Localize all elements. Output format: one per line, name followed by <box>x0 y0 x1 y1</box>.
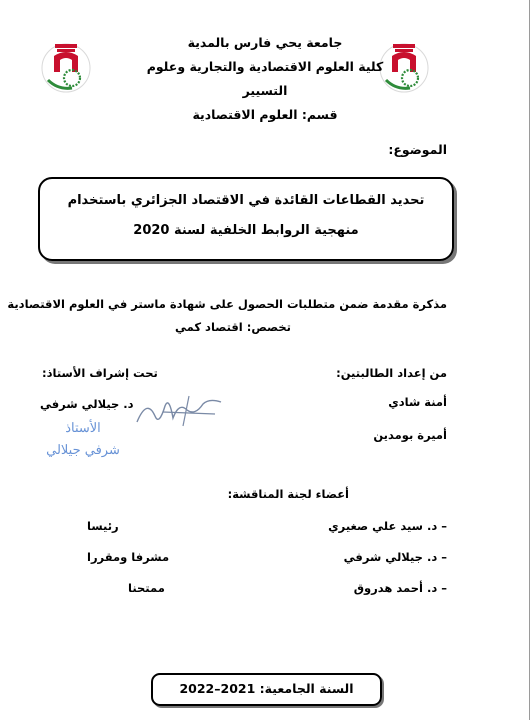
committee-role-2: مشرفا ومقررا <box>87 550 170 564</box>
stamp-mark <box>40 418 126 470</box>
memo-line: مذكرة مقدمة ضمن متطلبات الحصول على شهادة ماستر في العلوم الاقتصادية <box>7 297 447 311</box>
student-name-1: أمنة شادي <box>388 395 447 409</box>
committee-member-1: – د. سيد علي صغيري <box>328 519 447 533</box>
supervisor-label: تحت إشراف الأستاذ: <box>42 366 158 380</box>
committee-label: أعضاء لجنة المناقشة: <box>227 487 349 501</box>
committee-role-1: رئيسا <box>87 519 119 533</box>
student-name-2: أميرة بومدين <box>373 428 447 442</box>
thesis-topic: تحديد القطاعات القائدة في الاقتصاد الجزائري باستخدام منهجية الروابط الخلفية لسنة 2020 <box>67 193 425 238</box>
faculty-name-line2: التسيير <box>242 83 288 98</box>
specialization: تخصص: اقتصاد كمي <box>175 320 291 334</box>
signature-mark-icon <box>133 392 225 432</box>
university-logo-left-icon <box>40 38 92 94</box>
faculty-name-line1: كلية العلوم الاقتصادية والتجارية وعلوم <box>146 59 384 74</box>
committee-member-2: – د. جيلالي شرفي <box>343 550 447 564</box>
subject-label: الموضوع: <box>388 142 447 157</box>
stamp-line1: الأستاذ <box>65 421 101 436</box>
university-name: جامعة يحي فارس بالمدية <box>187 35 343 50</box>
stamp-line2: شرفي جيلالي <box>46 443 120 458</box>
supervisor-name: د. جيلالي شرفي <box>40 397 134 411</box>
academic-year: السنة الجامعية: 2021–2022 <box>179 681 354 696</box>
prepared-by-label: من إعداد الطالبتين: <box>336 366 447 380</box>
committee-member-3: – د. أحمد هدروق <box>353 581 447 595</box>
committee-role-3: ممتحنا <box>128 581 165 595</box>
department-name: قسم: العلوم الاقتصادية <box>192 107 338 122</box>
